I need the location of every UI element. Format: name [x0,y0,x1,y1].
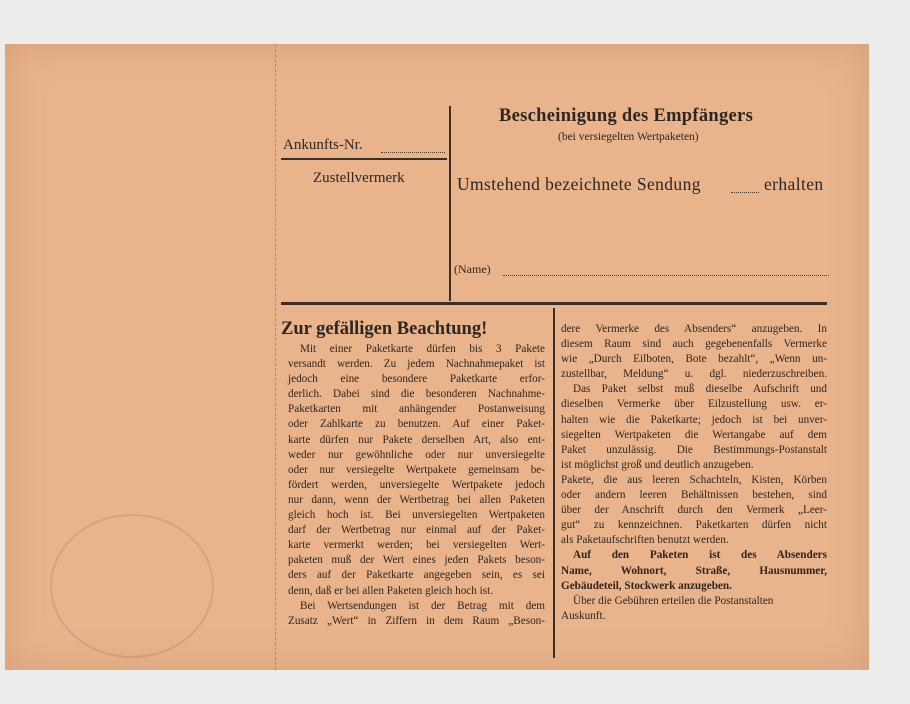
notice-line: gleich hoch ist. Bei unversiegelten Wertpaketen [288,509,545,522]
notice-line: Über die Gebühren erteilen die Postanstalten [573,594,774,607]
notice-line: diesem Raum sind auch gegebenenfalls Vermerke [561,338,827,351]
notice-line: Paket unzulässig. Die Bestimmungs-Postanstalt [561,443,827,456]
notice-line: über der Anschrift durch den Vermerk „Leer- [561,504,827,517]
arrival-number-dots [381,152,445,153]
notice-line: weder nur gewöhnliche oder nur unversiegelte [288,448,545,461]
notice-line: ders auf der Paketkarte angegeben sein, es sei [288,569,545,582]
faded-postmark [50,514,214,658]
notice-line: zustellbar, Meldung“ u. dgl. niederzuschreiben. [561,368,827,381]
notice-heading: Zur gefälligen Beachtung! [281,319,488,339]
notice-line: Zusatz „Wert“ in Ziffern in dem Raum „Beson- [288,614,545,627]
notice-line: versandt werden. Zu jedem Nachnahmepaket ist [288,358,545,371]
name-label: (Name) [454,262,491,276]
notice-line: karte dürfen nur Pakete derselben Art, also ent- [288,433,545,446]
notice-line: Name, Wohnort, Straße, Hausnummer, [561,564,827,577]
name-dots [503,275,829,276]
parcel-card [5,44,869,670]
notice-line: als Paketaufschriften benutzt werden. [561,534,729,547]
notice-line: halten wie die Paketkarte; jedoch ist bei unver- [561,413,827,426]
notice-line: nur dann, wenn der Wertbetrag bei allen Paketen [288,493,545,506]
notice-line: siegelten Wertpaketen die Wertangabe auf dem [561,428,827,441]
notice-line: Auf den Paketen ist des Absenders [573,549,827,562]
receipt-line-start: Umstehend bezeichnete Sendung [457,174,701,194]
notice-line: darf der Wertbetrag nur einmal auf der Paket- [288,524,545,537]
certificate-subtitle: (bei versiegelten Wertpaketen) [558,131,699,143]
notice-line: dieselben Vermerke über Eilzustellung usw. er- [561,398,827,411]
notice-line: karte vermerkt werden; bei versiegelten Wert- [288,539,545,552]
receipt-dots [731,192,759,193]
notice-line: ist möglichst groß und deutlich anzugeben. [561,458,754,471]
notice-line: oder nur versiegelte Wertpakete gemeinsam be- [288,463,545,476]
notice-line: derlich. Dabei sind die besonderen Nachnahme- [288,388,545,401]
notice-left-column [288,342,545,629]
top-divider [449,106,451,301]
section-rule [281,302,827,305]
notice-line: dere Vermerke des Absenders“ anzugeben. In [561,323,827,335]
notice-line: Pakete, die aus leeren Schachteln, Kisten, Körben [561,473,827,486]
notice-line: jedoch eine besondere Paketkarte erfor- [288,373,545,386]
notice-line: Mit einer Paketkarte dürfen bis 3 Pakete [300,343,545,355]
perforation-line [275,44,276,670]
notice-line: oder Zahlkarte zu benutzen. Auf einer Paket- [288,418,545,431]
arrival-number-label: Ankunfts-Nr. [283,137,363,153]
notice-line: denn, daß er bei allen Paketen gleich hoch ist. [288,584,494,597]
certificate-title: Bescheinigung des Empfängers [499,106,754,126]
arrival-rule [281,158,447,160]
column-divider [553,308,555,658]
notice-line: Bei Wertsendungen ist der Betrag mit dem [300,599,545,612]
receipt-line-end: erhalten [764,174,824,194]
notice-line: Gebäudeteil, Stockwerk anzugeben. [561,579,732,592]
notice-line: fördert werden, unversiegelte Wertpakete jedoch [288,478,545,491]
notice-line: gut“ zu kennzeichnen. Paketkarten dürfen nicht [561,519,827,532]
notice-line: Paketkarten mit anhängender Postanweisung [288,403,545,416]
notice-line: Auskunft. [561,609,606,622]
notice-line: Das Paket selbst muß dieselbe Aufschrift und [573,383,827,396]
notice-right-column [561,322,827,624]
notice-line: oder andern leeren Behältnissen bestehen, sind [561,489,827,502]
notice-line: paketen muß der Wert eines jeden Pakets beson- [288,554,545,567]
notice-line: wie „Durch Eilboten, Bote bezahlt“, „Wenn un- [561,353,827,366]
delivery-note-label: Zustellvermerk [313,170,405,186]
